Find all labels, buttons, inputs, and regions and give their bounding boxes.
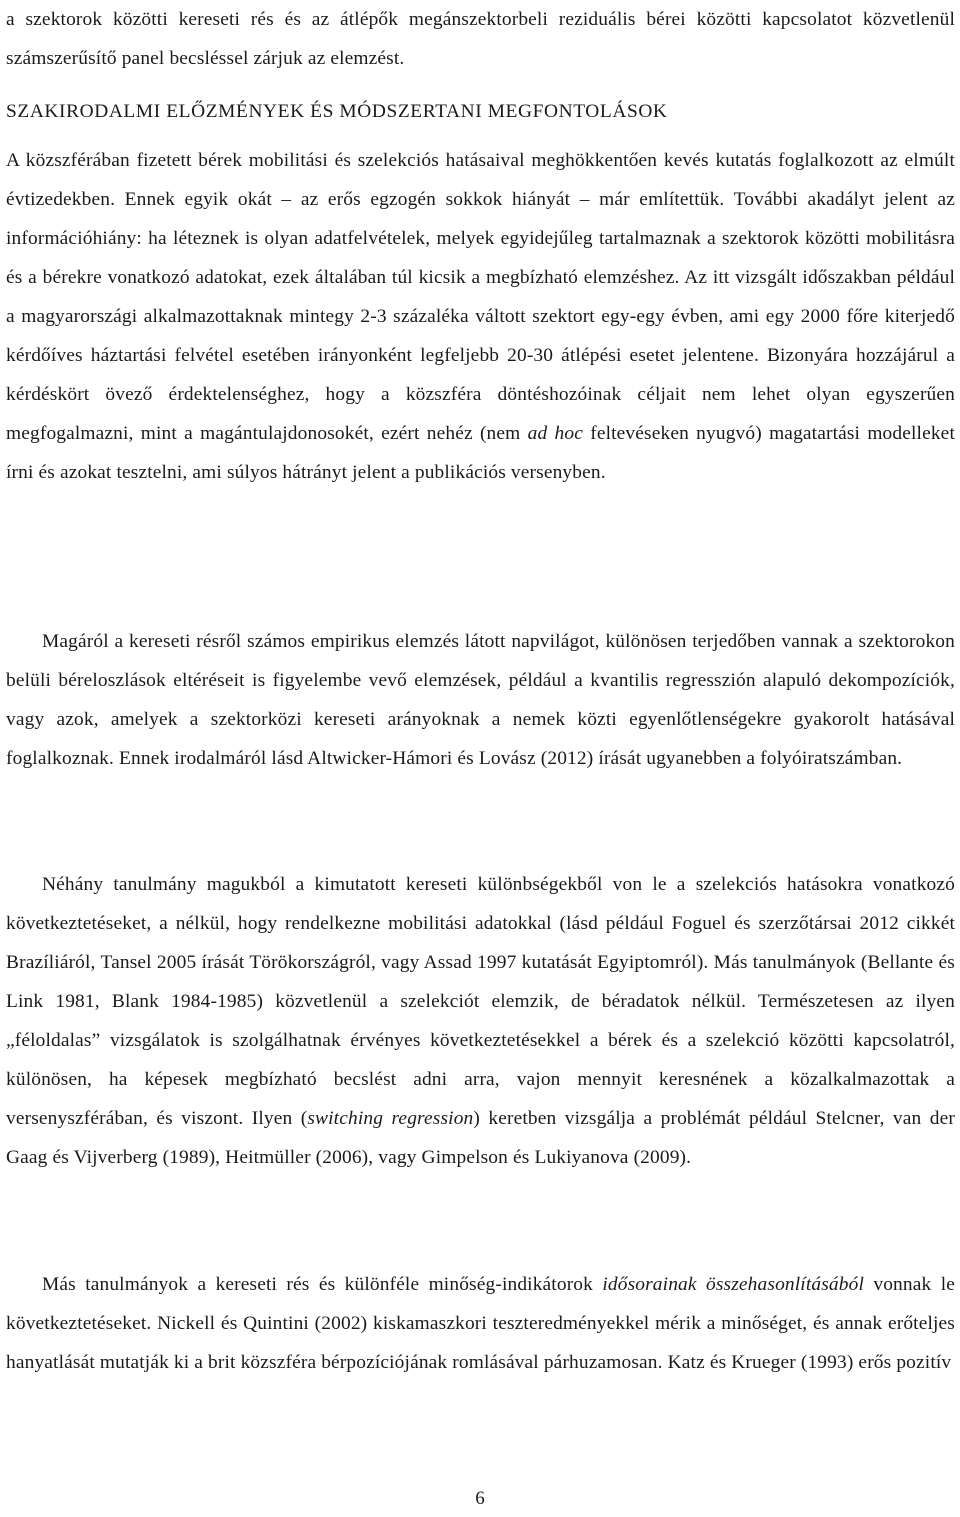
paragraph-selection-studies — [6, 865, 955, 1177]
paragraph-text: A közszférában fizetett bérek mobilitási és szelekciós hatásaival meghökkentően kevés kutatás foglalkozott az elmúlt évtizedekben. Ennek egyik okát – az erős egzogén sokkok hiányát – már említettük. További akadályt jelent az információhiány: ha léteznek is olyan adatfelvételek, melyek egyidejűleg tartalmaznak a szektorok közötti mobilitásra és a bérekre vonatkozó adatokat, ezek általában túl kicsik a megbízható elemzéshez. Az itt vizsgált időszakban például a magyarországi alkalmazottaknak mintegy 2-3 százaléka váltott szektort egy-egy évben, ami egy 2000 főre kiterjedő kérdőíves háztartási felvétel esetében irányonként legfeljebb 20-30 átlépési esetet jelentene. Bizonyára hozzájárul a kérdéskört övező érdektelenséghez, hogy a közszféra döntéshozóinak céljait nem lehet olyan egyszerűen megfogalmazni, mint a magántulajdonosokét, ezért nehéz (nem — [6, 150, 955, 444]
italic-term: ad hoc — [527, 423, 583, 444]
paragraph-text: Néhány tanulmány magukból a kimutatott kereseti különbségekből von le a szelekciós hatásokra vonatkozó következtetéseket, a nélkül, hogy rendelkezne mobilitási adatokkal (lásd például Foguel és szerzőtársai 2012 cikkét Brazíliáról, Tansel 2005 írását Törökországról, vagy Assad 1997 kutatását Egyiptomról). Más tanulmányok (Bellante és Link 1981, Blank 1984-1985) közvetlenül a szelekciót elemzik, de béradatok nélkül. Természetesen az ilyen „féloldalas” vizsgálatok is szolgálhatnak érvényes következtetésekkel a bérek és a szelekció közötti kapcsolatról, különösen, ha képesek megbízható becslést adni arra, vajon mennyit keresnének a közalkalmazottak a versenyszférában, és viszont. Ilyen ( — [6, 874, 955, 1129]
paragraph-text: Más tanulmányok a kereseti rés és különféle minőség-indikátorok — [42, 1274, 603, 1295]
italic-term: idősorainak összehasonlításából — [602, 1274, 864, 1295]
paragraph-intro-end: a szektorok közötti kereseti rés és az átlépők megánszektorbeli reziduális bérei közötti kapcsolatot közvetlenül számszerűsítő panel becsléssel zárjuk az elemzést. — [6, 9, 955, 69]
paragraph-literature-intro — [6, 141, 955, 492]
paragraph-text: feltevéseken nyugvó) magatartási modelleket írni és azokat tesztelni, ami súlyos hátrányt jelent a publikációs versenyben. — [6, 423, 955, 483]
page-number: 6 — [475, 1488, 485, 1509]
paragraph-wage-gap: Magáról a kereseti résről számos empirikus elemzés látott napvilágot, különösen terjedőben vannak a szektorokon belüli béreloszlások eltéréseit is figyelembe vevő elemzések, például a kvantilis regresszión alapuló dekompozíciók, vagy azok, amelyek a szektorközi kereseti arányoknak a nemek közti egyenlőtlenségekre gyakorolt hatásával foglalkoznak. Ennek irodalmáról lásd Altwicker-Hámori és Lovász (2012) írását ugyanebben a folyóiratszámban. — [6, 631, 955, 769]
paragraph-text: vonnak le következtetéseket. Nickell és Quintini (2002) kiskamaszkori teszteredményekkel mérik a minőséget, és annak erőteljes hanyatlását mutatják ki a brit közszféra bérpozíciójának romlásával párhuzamosan. Katz és Krueger (1993) erős pozitív — [6, 1274, 955, 1373]
paragraph-quality-indicators — [6, 1265, 955, 1382]
paragraph-text: ) keretben vizsgálja a problémát például Stelcner, van der Gaag és Vijverberg (1989), Heitmüller (2006), vagy Gimpelson és Lukiyanova (2009). — [6, 1108, 955, 1168]
italic-term: switching regression — [307, 1108, 474, 1129]
section-heading: SZAKIRODALMI ELŐZMÉNYEK ÉS MÓDSZERTANI MEGFONTOLÁSOK — [6, 101, 668, 122]
